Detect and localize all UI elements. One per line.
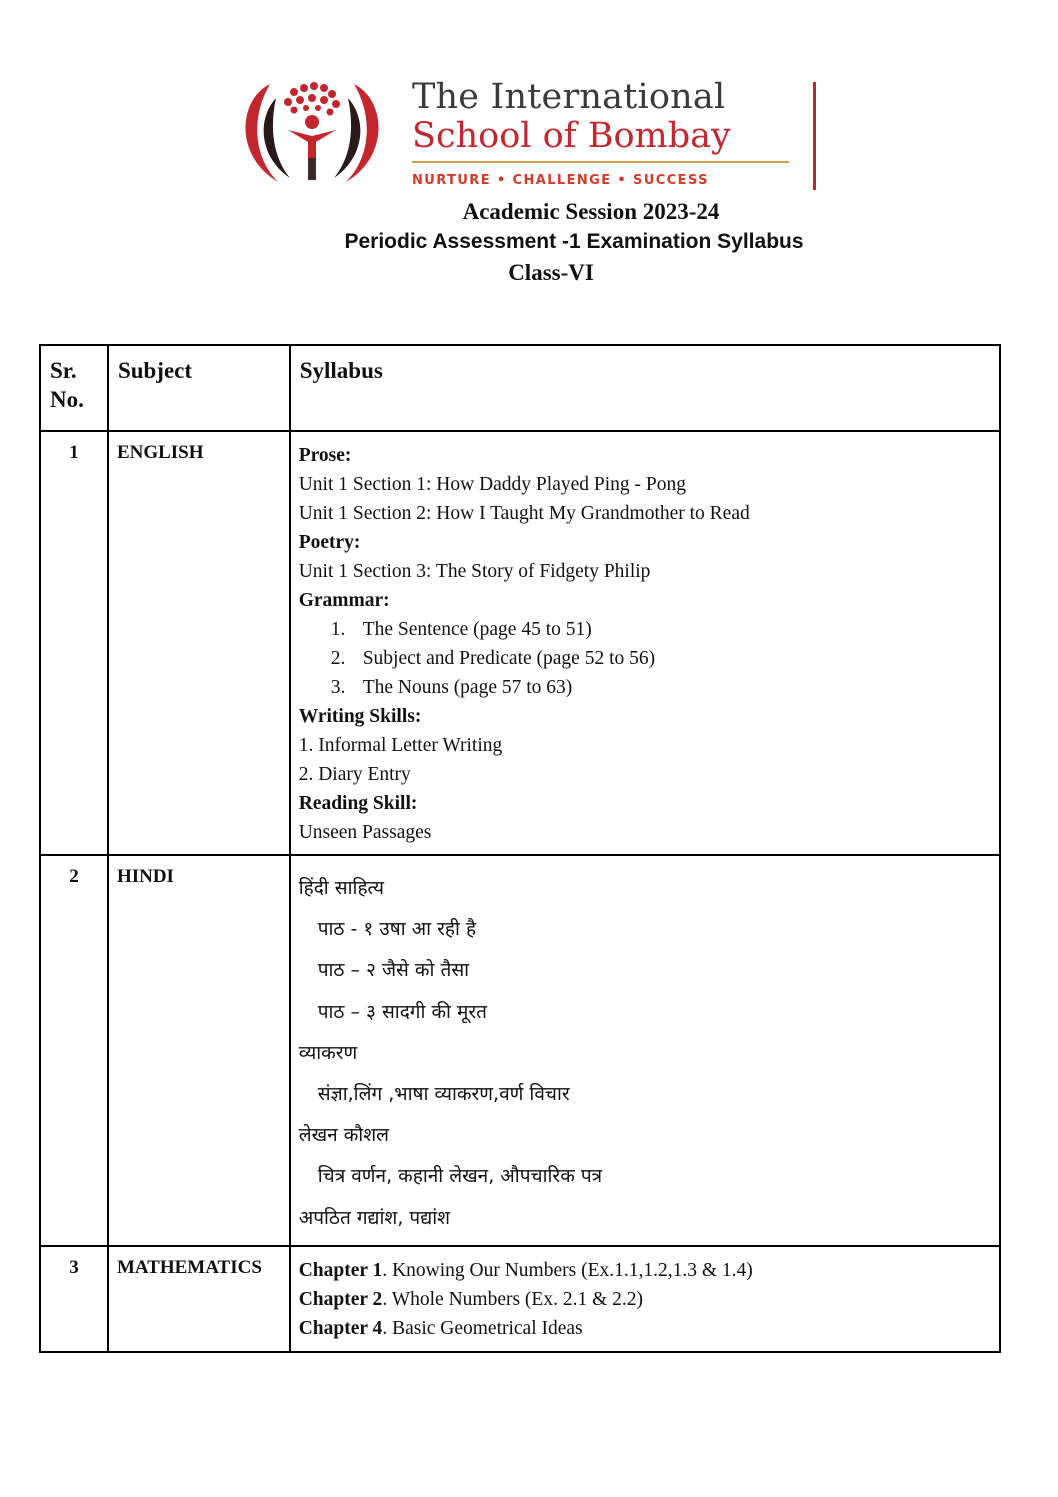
list-item: 2. Subject and Predicate (page 52 to 56) bbox=[330, 648, 656, 669]
row-sr-no: 3 bbox=[40, 1246, 108, 1352]
list-item: पाठ – २ जैसे को तैसा bbox=[317, 959, 470, 982]
table-row-mathematics bbox=[40, 1246, 1000, 1352]
school-name bbox=[412, 78, 812, 156]
logo-divider bbox=[412, 161, 789, 163]
header-sr-no: Sr. No. bbox=[40, 345, 108, 431]
list-item: Unit 1 Section 3: The Story of Fidgety Philip bbox=[298, 561, 651, 582]
writing-heading: Writing Skills: bbox=[298, 706, 422, 727]
school-emblem-icon bbox=[232, 78, 392, 188]
list-item: व्याकरण bbox=[298, 1041, 358, 1064]
list-item: Chapter 1. Knowing Our Numbers (Ex.1.1,1.2,1.3 & 1.4) bbox=[298, 1259, 753, 1281]
row-subject: HINDI bbox=[108, 855, 290, 1246]
school-logo bbox=[232, 78, 822, 190]
table-row-english bbox=[40, 431, 1000, 855]
session-title: Academic Session 2023-24 bbox=[462, 199, 720, 224]
list-item: Chapter 4. Basic Geometrical Ideas bbox=[298, 1317, 583, 1339]
list-item: 2. Diary Entry bbox=[298, 764, 411, 785]
class-title: Class-VI bbox=[508, 260, 594, 285]
list-item: पाठ - १ उषा आ रही है bbox=[317, 918, 477, 941]
school-tagline: NURTURE • CHALLENGE • SUCCESS bbox=[412, 173, 709, 188]
header-syllabus: Syllabus bbox=[290, 345, 1000, 431]
grammar-heading: Grammar: bbox=[298, 590, 390, 611]
row-subject: ENGLISH bbox=[108, 431, 290, 855]
table-row-hindi bbox=[40, 855, 1000, 1246]
poetry-heading: Poetry: bbox=[298, 532, 361, 553]
row-sr-no: 1 bbox=[40, 431, 108, 855]
list-item: लेखन कौशल bbox=[298, 1124, 390, 1147]
list-item: चित्र वर्णन, कहानी लेखन, औपचारिक पत्र bbox=[317, 1165, 603, 1188]
table-header-row bbox=[40, 345, 1000, 431]
list-item: Unit 1 Section 2: How I Taught My Grandmother to Read bbox=[298, 503, 750, 524]
list-item: Unseen Passages bbox=[298, 822, 432, 843]
reading-heading: Reading Skill: bbox=[298, 793, 418, 814]
exam-title: Periodic Assessment -1 Examination Syllabus bbox=[344, 230, 804, 253]
school-name-line1: The International bbox=[412, 77, 726, 117]
hindi-syllabus bbox=[290, 855, 1000, 1246]
list-item: अपठित गद्यांश, पद्यांश bbox=[298, 1206, 451, 1229]
english-syllabus bbox=[290, 431, 1000, 855]
logo-red-bar bbox=[813, 82, 816, 190]
list-item: 1. Informal Letter Writing bbox=[298, 735, 503, 756]
list-item: हिंदी साहित्य bbox=[298, 877, 385, 899]
school-name-line2: School of Bombay bbox=[412, 116, 731, 156]
list-item: 3. The Nouns (page 57 to 63) bbox=[330, 677, 573, 698]
list-item: Chapter 2. Whole Numbers (Ex. 2.1 & 2.2) bbox=[298, 1288, 643, 1310]
row-sr-no: 2 bbox=[40, 855, 108, 1246]
prose-heading: Prose: bbox=[298, 445, 352, 466]
list-item: 1. The Sentence (page 45 to 51) bbox=[330, 619, 592, 640]
mathematics-syllabus bbox=[290, 1246, 1000, 1352]
list-item: पाठ – ३ सादगी की मूरत bbox=[317, 1000, 487, 1023]
header-subject: Subject bbox=[108, 345, 290, 431]
syllabus-table bbox=[39, 344, 1001, 1353]
list-item: संज्ञा,लिंग ,भाषा व्याकरण,वर्ण विचार bbox=[317, 1083, 570, 1106]
row-subject: MATHEMATICS bbox=[108, 1246, 290, 1352]
list-item: Unit 1 Section 1: How Daddy Played Ping - Pong bbox=[298, 474, 686, 495]
